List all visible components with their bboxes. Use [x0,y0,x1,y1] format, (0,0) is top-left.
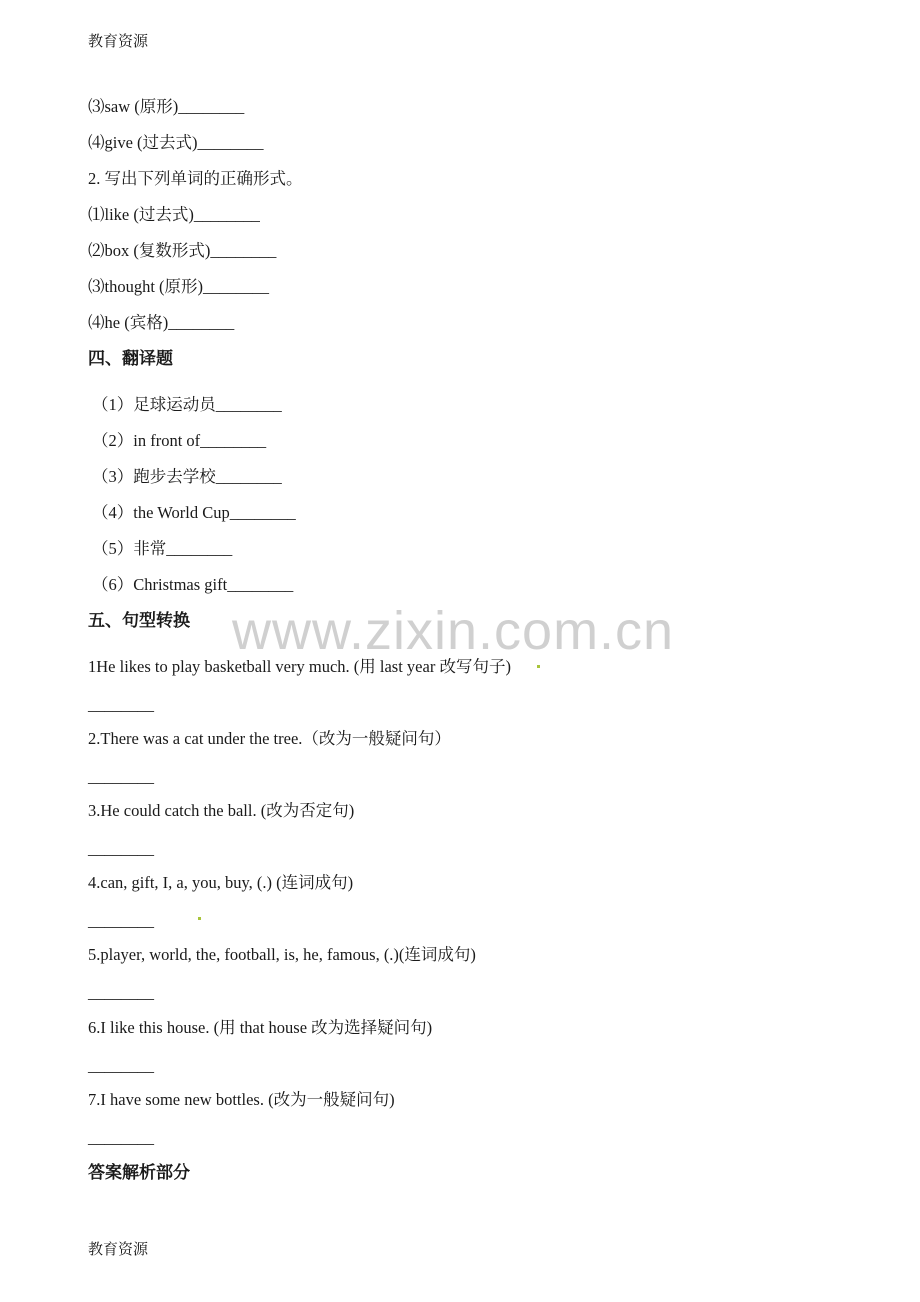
page-footer: 教育资源 [88,1242,149,1258]
exercise-line: （2）in front of________ [92,431,267,450]
answer-blank: ________ [88,839,154,858]
exercise-line: 3.He could catch the ball. (改为否定句) [88,801,355,820]
watermark: www.zixin.com.cn [232,601,675,661]
exercise-line: （6）Christmas gift________ [92,575,294,594]
exercise-line: 6.I like this house. (用 that house 改为选择疑问句) [88,1018,433,1037]
exercise-line: （1）足球运动员________ [92,395,282,414]
exercise-line: 4.can, gift, I, a, you, buy, (.) (连词成句) [88,873,354,892]
section-heading-translation: 四、翻译题 [88,349,173,368]
answer-blank: ________ [88,983,154,1002]
page-header: 教育资源 [88,34,149,50]
exercise-line: ⑶thought (原形)________ [88,277,270,296]
section-heading-answers: 答案解析部分 [88,1163,190,1182]
scan-speck [198,917,201,920]
exercise-line: （4）the World Cup________ [92,503,296,522]
exercise-line: （3）跑步去学校________ [92,467,282,486]
exercise-line: ⑶saw (原形)________ [88,97,245,116]
exercise-line: ⑴like (过去式)________ [88,205,260,224]
section-heading-sentence-transform: 五、句型转换 [88,611,190,630]
answer-blank: ________ [88,911,154,930]
scan-speck [537,665,540,668]
exercise-line: 2. 写出下列单词的正确形式。 [88,169,303,188]
exercise-line: （5）非常________ [92,539,233,558]
exercise-line: 7.I have some new bottles. (改为一般疑问句) [88,1090,395,1109]
exercise-line: 5.player, world, the, football, is, he, famous, (.)(连词成句) [88,945,476,964]
exercise-line: ⑵box (复数形式)________ [88,241,277,260]
answer-blank: ________ [88,1056,154,1075]
exercise-line: ⑷give (过去式)________ [88,133,264,152]
answer-blank: ________ [88,767,154,786]
answer-blank: ________ [88,1128,154,1147]
exercise-line: ⑷he (宾格)________ [88,313,235,332]
exercise-line: 1He likes to play basketball very much. (用 last year 改写句子) [88,657,511,676]
answer-blank: ________ [88,695,154,714]
exercise-line: 2.There was a cat under the tree.（改为一般疑问句） [88,729,451,748]
